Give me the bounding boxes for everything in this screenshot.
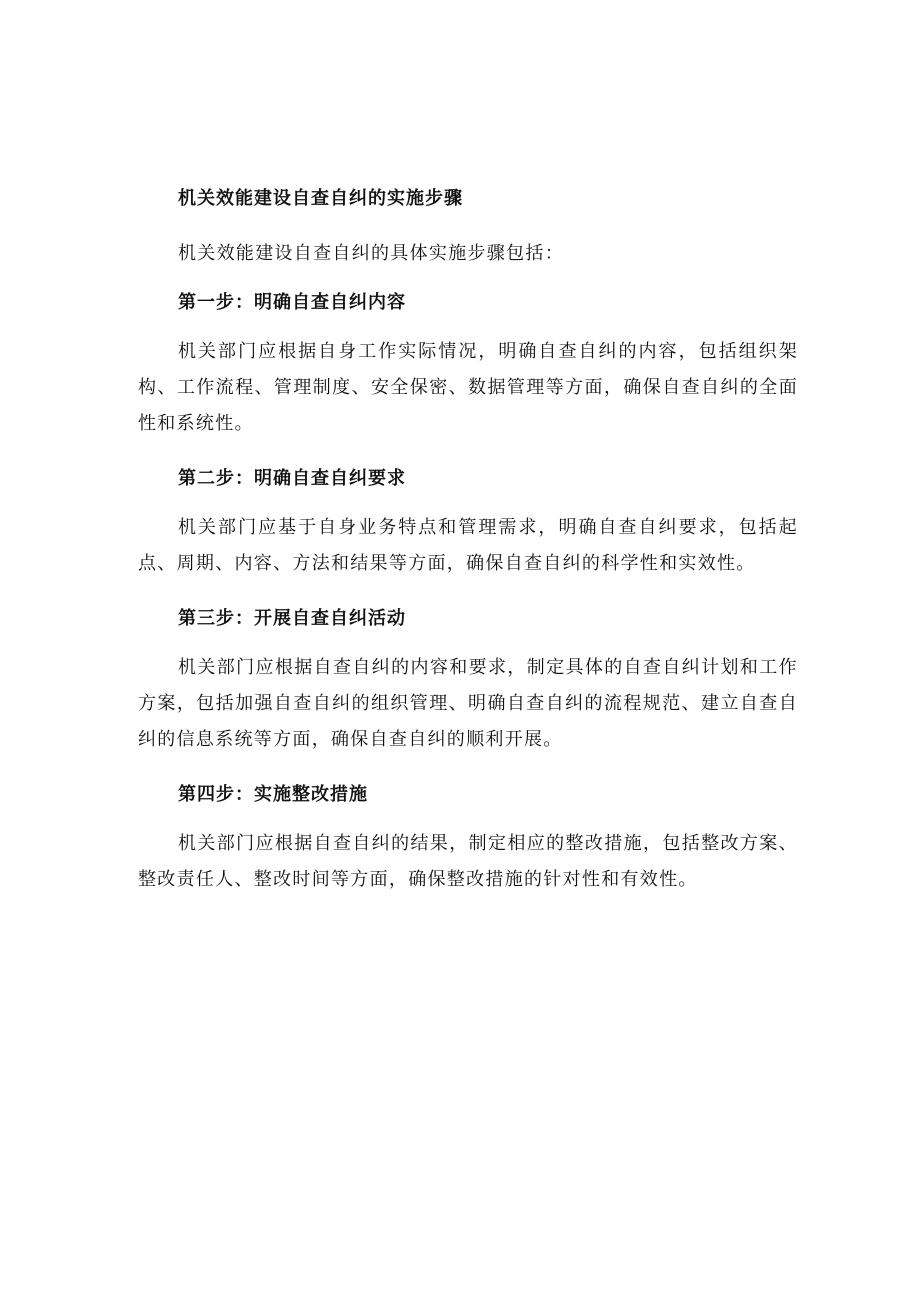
step-2-body: 机关部门应基于自身业务特点和管理需求，明确自查自纠要求，包括起点、周期、内容、方法和结果等方面，确保自查自纠的科学性和实效性。	[138, 517, 798, 574]
document-title: 机关效能建设自查自纠的实施步骤	[178, 188, 463, 209]
step-3-section	[138, 604, 798, 758]
document-body	[138, 184, 798, 920]
intro-paragraph: 机关效能建设自查自纠的具体实施步骤包括：	[178, 243, 564, 264]
step-2-heading: 第二步：明确自查自纠要求	[178, 468, 406, 489]
step-2-section	[138, 464, 798, 582]
step-3-body: 机关部门应根据自查自纠的内容和要求，制定具体的自查自纠计划和工作方案，包括加强自查自纠的组织管理、明确自查自纠的流程规范、建立自查自纠的信息系统等方面，确保自查自纠的顺利开展。	[138, 657, 798, 750]
step-1-body: 机关部门应根据自身工作实际情况，明确自查自纠的内容，包括组织架构、工作流程、管理制度、安全保密、数据管理等方面，确保自查自纠的全面性和系统性。	[138, 341, 798, 434]
step-4-section	[138, 780, 798, 898]
step-1-heading: 第一步：明确自查自纠内容	[178, 292, 406, 313]
step-3-heading: 第三步：开展自查自纠活动	[178, 608, 406, 629]
step-4-heading: 第四步：实施整改措施	[178, 784, 368, 805]
step-4-body: 机关部门应根据自查自纠的结果，制定相应的整改措施，包括整改方案、整改责任人、整改时间等方面，确保整改措施的针对性和有效性。	[138, 833, 798, 890]
step-1-section	[138, 288, 798, 442]
